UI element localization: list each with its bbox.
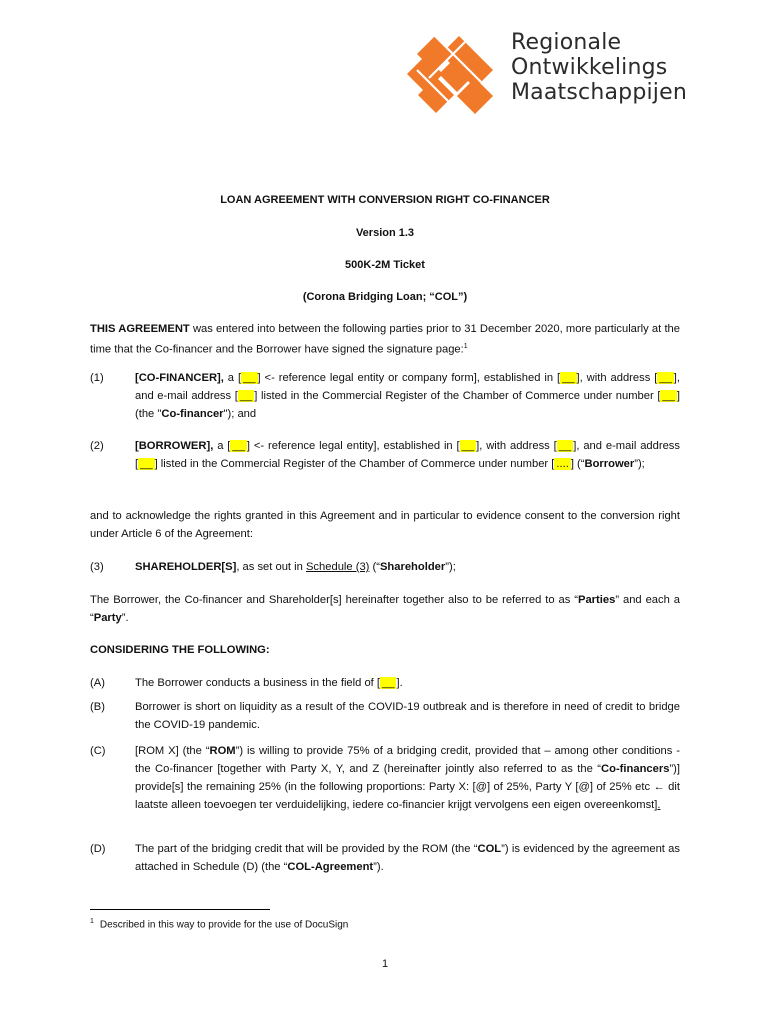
blank-field[interactable]: __ — [232, 440, 245, 452]
blank-field[interactable]: __ — [382, 677, 395, 689]
considering-heading: CONSIDERING THE FOLLOWING: — [90, 644, 270, 656]
footnote-text: Described in this way to provide for the use of DocuSign — [99, 919, 349, 931]
party-3-name: SHAREHOLDER[S] — [135, 561, 237, 573]
text: ] <- reference legal entity or company form], established in [ — [257, 372, 561, 384]
text: ] listed in the Commercial Register of the Chamber of Commerce under number [ — [254, 390, 661, 402]
text: ”); — [445, 561, 456, 573]
acknowledge-paragraph: and to acknowledge the rights granted in this Agreement and in particular to evidence consent to the conversion right under Article 6 of the Agreement: — [90, 510, 680, 540]
text: ” and each a “ — [90, 594, 681, 624]
text: ] (the " — [135, 390, 680, 420]
logo-wordmark — [511, 30, 687, 105]
recital-number: (D) — [90, 843, 106, 855]
recital-c-text — [135, 742, 680, 814]
recital-b-text: Borrower is short on liquidity as a result of the COVID-19 outbreak and is therefore in need of credit to bridge the COVID-19 pandemic. — [135, 701, 680, 731]
intro-paragraph — [90, 320, 680, 359]
text: . — [657, 799, 661, 811]
logo-line: Regionale — [511, 30, 622, 55]
logo-line: Ontwikkelings — [511, 55, 668, 80]
text: ”); — [634, 458, 645, 470]
text: a [ — [213, 440, 231, 452]
party-number: (2) — [90, 440, 104, 452]
recital-d-text — [135, 840, 680, 876]
text: "); and — [223, 408, 257, 420]
text: ”. — [121, 612, 129, 624]
defined-term: COL — [477, 843, 502, 855]
blank-field[interactable]: __ — [562, 372, 575, 384]
text: ] listed in the Commercial Register of the Chamber of Commerce under number [ — [154, 458, 555, 470]
schedule-3-link[interactable]: Schedule (3) — [305, 561, 370, 573]
recital-number: (A) — [90, 677, 105, 689]
text: ”) is willing to provide 75% of a bridging credit, provided that – among other conditions - the Co-financer [together with Party X, Y, and Z (hereinafter jointly also referred to as the “ — [135, 745, 680, 775]
text: The Borrower conducts a business in the field of [ — [135, 677, 381, 689]
text: , as set out in — [236, 561, 306, 573]
text: ] <- reference legal entity], established in [ — [246, 440, 460, 452]
rom-diamond-logo-icon — [405, 34, 495, 122]
footnote-reference[interactable]: 1 — [463, 343, 468, 350]
party-2-name: [BORROWER], — [135, 440, 214, 452]
defined-term: COL-Agreement — [287, 861, 374, 873]
document-ticket: 500K-2M Ticket — [345, 259, 425, 271]
defined-term: Co-financer — [161, 408, 224, 420]
text: ”). — [373, 861, 384, 873]
blank-field[interactable]: __ — [558, 440, 572, 452]
party-1-text — [135, 369, 680, 423]
text: ] (“ — [570, 458, 585, 470]
document-version: Version 1.3 — [355, 227, 415, 239]
intro-text: was entered into between the following parties prior to 31 December 2020, more particularly at the time that the Co-financer and the Borrower have signed the signature page: — [90, 323, 680, 356]
text: ”) is evidenced by the agreement as attached in Schedule (D) (the “ — [135, 843, 680, 873]
text: (“ — [369, 561, 380, 573]
intro-bold: THIS AGREEMENT — [90, 323, 190, 335]
party-2-text — [135, 437, 680, 473]
parties-definition-paragraph — [90, 591, 680, 627]
text: a [ — [223, 372, 242, 384]
text: [ROM X] (the “ — [135, 745, 210, 757]
party-1-name: [CO-FINANCER], — [135, 372, 224, 384]
party-3-text — [135, 558, 680, 576]
text: ], and e-mail address [ — [135, 372, 681, 402]
text: ], with address [ — [476, 440, 557, 452]
footnote-number: 1 — [90, 918, 94, 925]
defined-term: ROM — [209, 745, 236, 757]
blank-field[interactable]: __ — [243, 372, 256, 384]
document-subtitle: (Corona Bridging Loan; “COL”) — [302, 291, 468, 303]
arrow-left-icon: ← — [653, 781, 665, 793]
defined-term: Party — [93, 612, 122, 624]
footnote-divider — [90, 909, 270, 910]
party-number: (3) — [90, 561, 104, 573]
text: ], and e-mail address [ — [135, 440, 680, 470]
page-number: 1 — [381, 958, 389, 970]
text: The Borrower, the Co-financer and Shareholder[s] hereinafter together also to be referred to as “ — [90, 594, 578, 606]
blank-field[interactable]: .... — [556, 458, 569, 470]
text: The part of the bridging credit that will be provided by the ROM (the “ — [135, 843, 478, 855]
text: ”)] provide[s] the remaining 25% (in the following proportions: Party X: [@] of 25%, Party Y [@] of 25% etc — [135, 763, 680, 793]
blank-field[interactable]: __ — [140, 458, 153, 470]
recital-number: (C) — [90, 745, 106, 757]
text: dit laatste alleen toevoegen ter verduidelijking, iedere co-financier krijgt vervolgens een eigen overeenkomst] — [135, 781, 680, 811]
footnote — [90, 918, 348, 930]
text: ]. — [396, 677, 403, 689]
blank-field[interactable]: __ — [659, 372, 672, 384]
logo-line: Maatschappijen — [511, 80, 687, 105]
blank-field[interactable]: __ — [239, 390, 253, 402]
recital-a-text — [135, 674, 680, 692]
document-title: LOAN AGREEMENT WITH CONVERSION RIGHT CO-FINANCER — [220, 194, 550, 206]
text: ], with address [ — [576, 372, 658, 384]
party-number: (1) — [90, 372, 104, 384]
recital-number: (B) — [90, 701, 105, 713]
defined-term: Shareholder — [379, 561, 446, 573]
blank-field[interactable]: __ — [461, 440, 475, 452]
defined-term: Borrower — [584, 458, 635, 470]
blank-field[interactable]: __ — [662, 390, 675, 402]
defined-term: Co-financers — [601, 763, 670, 775]
defined-term: Parties — [577, 594, 616, 606]
